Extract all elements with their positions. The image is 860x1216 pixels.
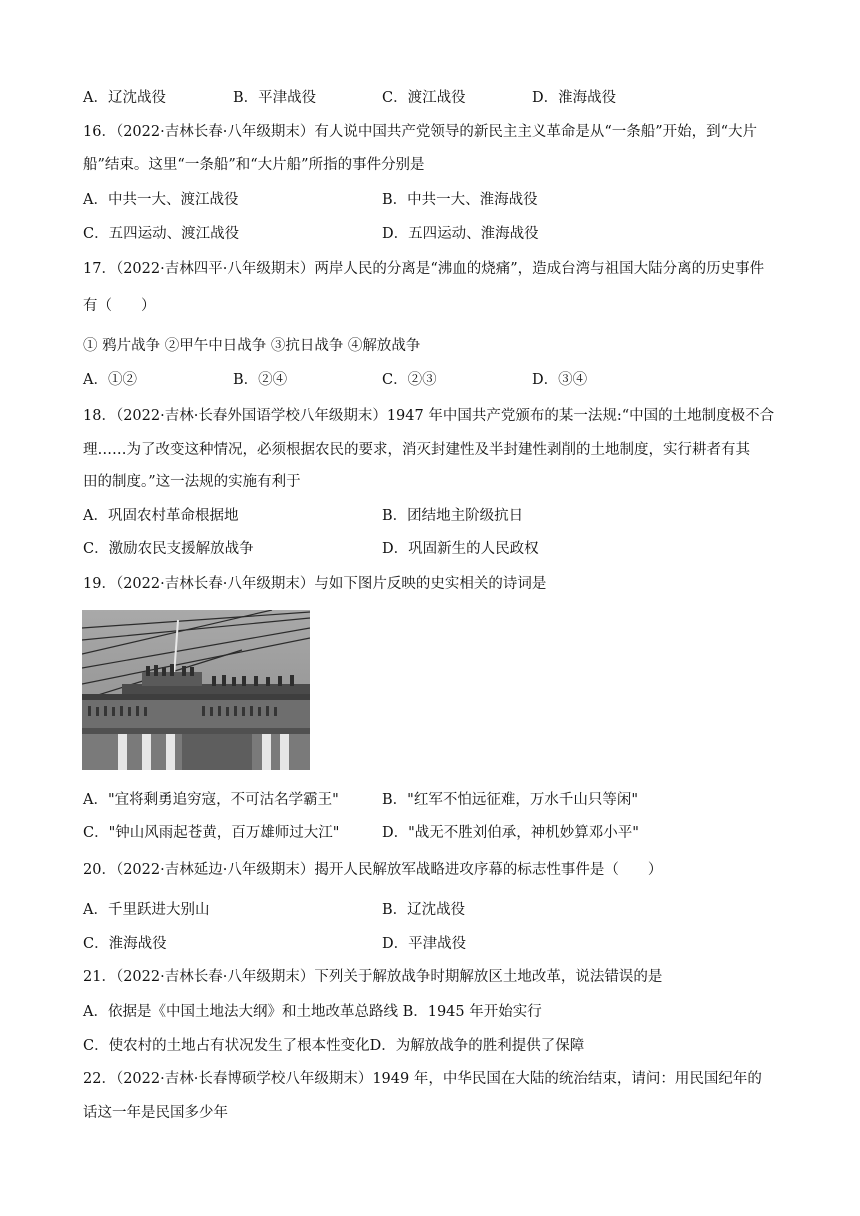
q22-stem-line-1: 22．（2022·吉林·长春博硕学校八年级期末）1949 年，中华民国在大陆的统治结束，请问：用民国纪年的	[83, 1071, 762, 1087]
q21-option-cd: C．使农村的土地占有状况发生了根本性变化D．为解放战争的胜利提供了保障	[83, 1038, 585, 1054]
q16-option-b: B．中共一大、淮海战役	[382, 192, 538, 208]
q16-stem-line-2: 船”结束。这里“一条船”和“大片船”所指的事件分别是	[83, 157, 425, 173]
q20-stem-line-1: 20．（2022·吉林延边·八年级期末）揭开人民解放军战略进攻序幕的标志性事件是（ ）	[83, 862, 663, 878]
q16-stem-line-1: 16．（2022·吉林长春·八年级期末）有人说中国共产党领导的新民主主义革命是从“一条船”开始，到“大片	[83, 124, 758, 140]
q19-option-d: D．"战无不胜刘伯承，神机妙算邓小平"	[382, 825, 639, 841]
q18-option-a: A．巩固农村革命根据地	[83, 508, 239, 524]
q18-option-d: D．巩固新生的人民政权	[382, 541, 539, 557]
q17-stem-line-1: 17．（2022·吉林四平·八年级期末）两岸人民的分离是“沸血的烧痛”，造成台湾与祖国大陆分离的历史事件	[83, 261, 765, 277]
q15-option-c: C．渡江战役	[382, 90, 466, 106]
q18-stem-line-1: 18．（2022·吉林·长春外国语学校八年级期末）1947 年中国共产党颁布的某一法规:“中国的土地制度极不合	[83, 408, 775, 424]
q19-option-b: B．"红军不怕远征难，万水千山只等闲"	[382, 792, 638, 808]
q17-option-d: D．③④	[532, 372, 588, 388]
q18-stem-line-3: 田的制度。”这一法规的实施有利于	[83, 474, 301, 490]
q19-option-a: A．"宜将剩勇追穷寇，不可沽名学霸王"	[83, 792, 339, 808]
q18-option-b: B．团结地主阶级抗日	[382, 508, 524, 524]
q22-stem-line-2: 话这一年是民国多少年	[83, 1105, 228, 1121]
q17-option-a: A．①②	[83, 372, 137, 388]
q17-option-c: C．②③	[382, 372, 437, 388]
q15-option-a: A．辽沈战役	[83, 90, 166, 106]
q19-option-c: C．"钟山风雨起苍黄，百万雄师过大江"	[83, 825, 340, 841]
q18-stem-line-2: 理……为了改变这种情况，必须根据农民的要求，消灭封建性及半封建性剥削的土地制度，实行耕者有其	[83, 442, 750, 458]
q18-option-c: C．激励农民支援解放战争	[83, 541, 254, 557]
q16-option-c: C．五四运动、渡江战役	[83, 226, 240, 242]
q17-items: ① 鸦片战争 ②甲午中日战争 ③抗日战争 ④解放战争	[83, 338, 421, 354]
q21-stem-line-1: 21．（2022·吉林长春·八年级期末）下列关于解放战争时期解放区土地改革，说法错误的是	[83, 969, 663, 985]
q15-option-d: D．淮海战役	[532, 90, 617, 106]
q19-stem-line-1: 19．（2022·吉林长春·八年级期末）与如下图片反映的史实相关的诗词是	[83, 576, 547, 592]
q16-option-d: D．五四运动、淮海战役	[382, 226, 539, 242]
q17-stem-line-2: 有（ ）	[83, 298, 156, 314]
q17-option-b: B．②④	[233, 372, 288, 388]
q20-option-a: A．千里跃进大别山	[83, 902, 210, 918]
q15-option-b: B．平津战役	[233, 90, 317, 106]
q16-option-a: A．中共一大、渡江战役	[83, 192, 239, 208]
q21-option-ab: A．依据是《中国土地法大纲》和土地改革总路线 B．1945 年开始实行	[83, 1004, 542, 1020]
q20-option-b: B．辽沈战役	[382, 902, 466, 918]
historical-photo	[82, 610, 310, 770]
q20-option-d: D．平津战役	[382, 936, 467, 952]
q20-option-c: C．淮海战役	[83, 936, 167, 952]
